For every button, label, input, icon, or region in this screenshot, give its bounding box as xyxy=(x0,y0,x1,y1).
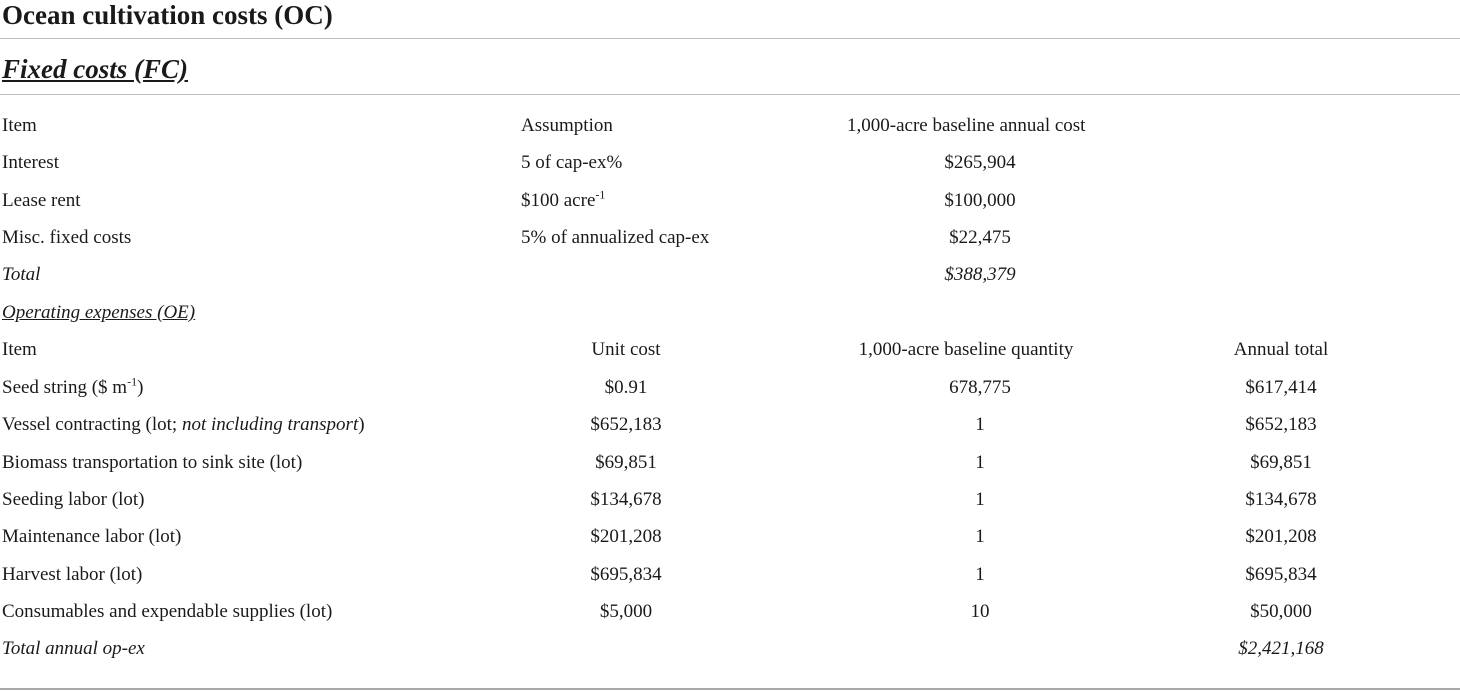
row-item: Vessel contracting (lot; not including transport) xyxy=(2,414,365,435)
row-item: Lease rent xyxy=(2,190,81,211)
row-quantity: 1 xyxy=(975,452,985,473)
header-annual-cost: 1,000-acre baseline annual cost xyxy=(847,115,1086,136)
table-bottom-rule xyxy=(0,688,1460,690)
operating-expenses-total-row xyxy=(0,630,1460,667)
header-item: Item xyxy=(2,339,37,360)
table-row xyxy=(0,406,1460,443)
row-item: Harvest labor (lot) xyxy=(2,564,143,585)
row-annual-total: $134,678 xyxy=(1245,489,1317,510)
row-quantity: 1 xyxy=(975,414,985,435)
row-annual-total: $695,834 xyxy=(1245,564,1317,585)
table-row xyxy=(0,219,1460,256)
operating-expenses-heading-row xyxy=(0,294,1460,331)
table-title: Ocean cultivation costs (OC) xyxy=(2,0,333,30)
row-quantity: 1 xyxy=(975,526,985,547)
row-unit-cost: $652,183 xyxy=(590,414,662,435)
row-quantity: 10 xyxy=(970,601,990,622)
fixed-costs-total-row xyxy=(0,256,1460,293)
row-quantity: 1 xyxy=(975,564,985,585)
fixed-costs-rule xyxy=(0,94,1460,95)
row-annual-total: $50,000 xyxy=(1250,601,1312,622)
row-item: Seeding labor (lot) xyxy=(2,489,145,510)
table-row xyxy=(0,481,1460,518)
table-row xyxy=(0,144,1460,181)
operating-expenses-heading: Operating expenses (OE) xyxy=(2,302,196,323)
row-unit-cost: $695,834 xyxy=(590,564,662,585)
total-label: Total annual op-ex xyxy=(2,638,145,659)
row-unit-cost: $5,000 xyxy=(599,601,653,622)
table-row xyxy=(0,518,1460,555)
header-annual-total: Annual total xyxy=(1233,339,1329,360)
title-rule xyxy=(0,38,1460,39)
row-item: Seed string ($ $m^{-1}$) xyxy=(2,374,144,398)
table-row xyxy=(0,369,1460,406)
row-item: Consumables and expendable supplies (lot) xyxy=(2,601,333,622)
row-unit-cost: $134,678 xyxy=(590,489,662,510)
row-assumption: 5% of annualized cap-ex xyxy=(521,227,710,248)
row-cost: $100,000 xyxy=(944,190,1016,211)
row-assumption: 5 of cap-ex% xyxy=(521,152,623,173)
row-assumption: $100 acre$^{-1}$ xyxy=(521,187,606,211)
table-row xyxy=(0,593,1460,630)
header-item: Item xyxy=(2,115,37,136)
row-unit-cost: $201,208 xyxy=(590,526,662,547)
row-quantity: 678,775 xyxy=(949,377,1011,398)
fixed-costs-header-row xyxy=(0,107,1460,144)
header-quantity: 1,000-acre baseline quantity xyxy=(858,339,1074,360)
row-item: Biomass transportation to sink site (lot) xyxy=(2,452,303,473)
operating-expenses-header-row xyxy=(0,331,1460,368)
total-cost: $388,379 xyxy=(944,264,1016,285)
table-row xyxy=(0,556,1460,593)
total-label: Total xyxy=(2,264,41,285)
row-unit-cost: $69,851 xyxy=(595,452,657,473)
header-assumption: Assumption xyxy=(521,115,613,136)
row-annual-total: $652,183 xyxy=(1245,414,1317,435)
row-annual-total: $617,414 xyxy=(1245,377,1317,398)
row-cost: $265,904 xyxy=(944,152,1016,173)
row-quantity: 1 xyxy=(975,489,985,510)
row-annual-total: $201,208 xyxy=(1245,526,1317,547)
row-item: Interest xyxy=(2,152,59,173)
row-unit-cost: $0.91 xyxy=(604,377,648,398)
fixed-costs-heading: Fixed costs (FC) xyxy=(2,54,188,84)
total-annual: $2,421,168 xyxy=(1238,638,1324,659)
table-row xyxy=(0,182,1460,219)
row-item: Maintenance labor (lot) xyxy=(2,526,182,547)
row-annual-total: $69,851 xyxy=(1250,452,1312,473)
row-cost: $22,475 xyxy=(949,227,1011,248)
row-item: Misc. fixed costs xyxy=(2,227,132,248)
header-unit-cost: Unit cost xyxy=(591,339,661,360)
table-row xyxy=(0,444,1460,481)
